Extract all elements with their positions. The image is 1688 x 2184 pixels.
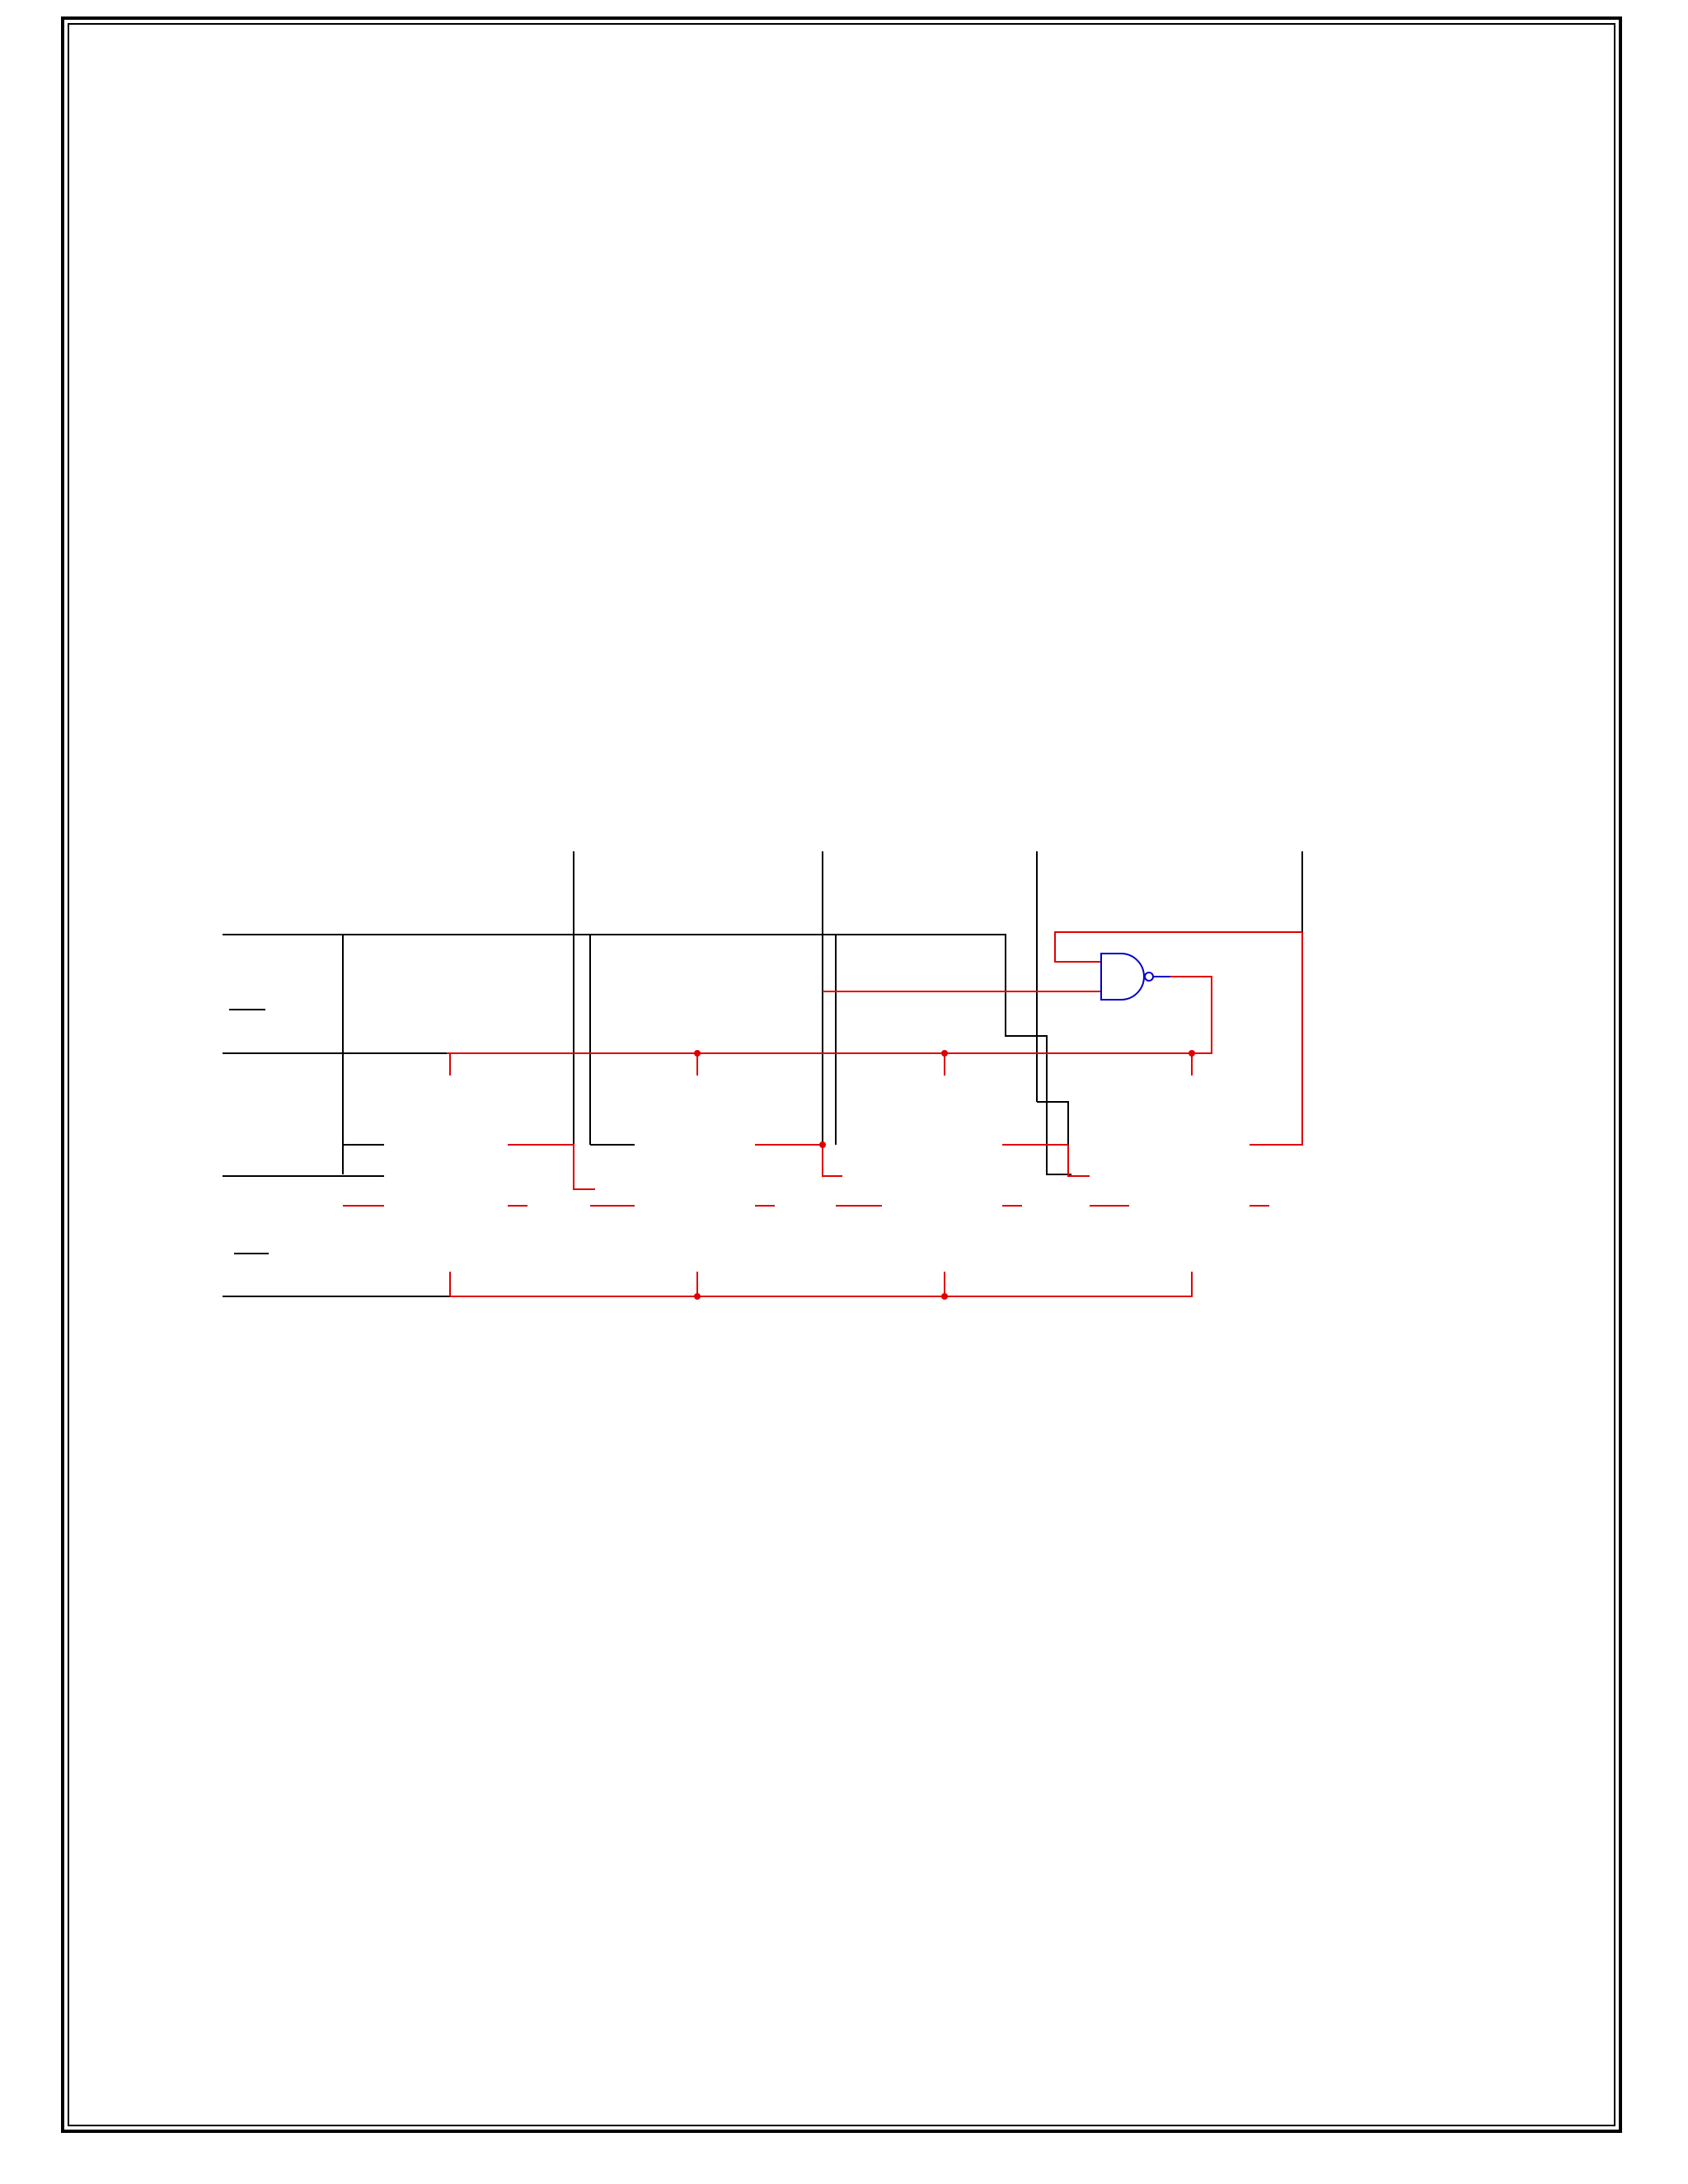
black-wires — [223, 851, 1302, 1296]
mod10-ripple-counter-diagram — [214, 804, 1385, 1331]
nand-gate — [1101, 954, 1170, 1000]
junction-dots — [694, 1050, 1195, 1300]
